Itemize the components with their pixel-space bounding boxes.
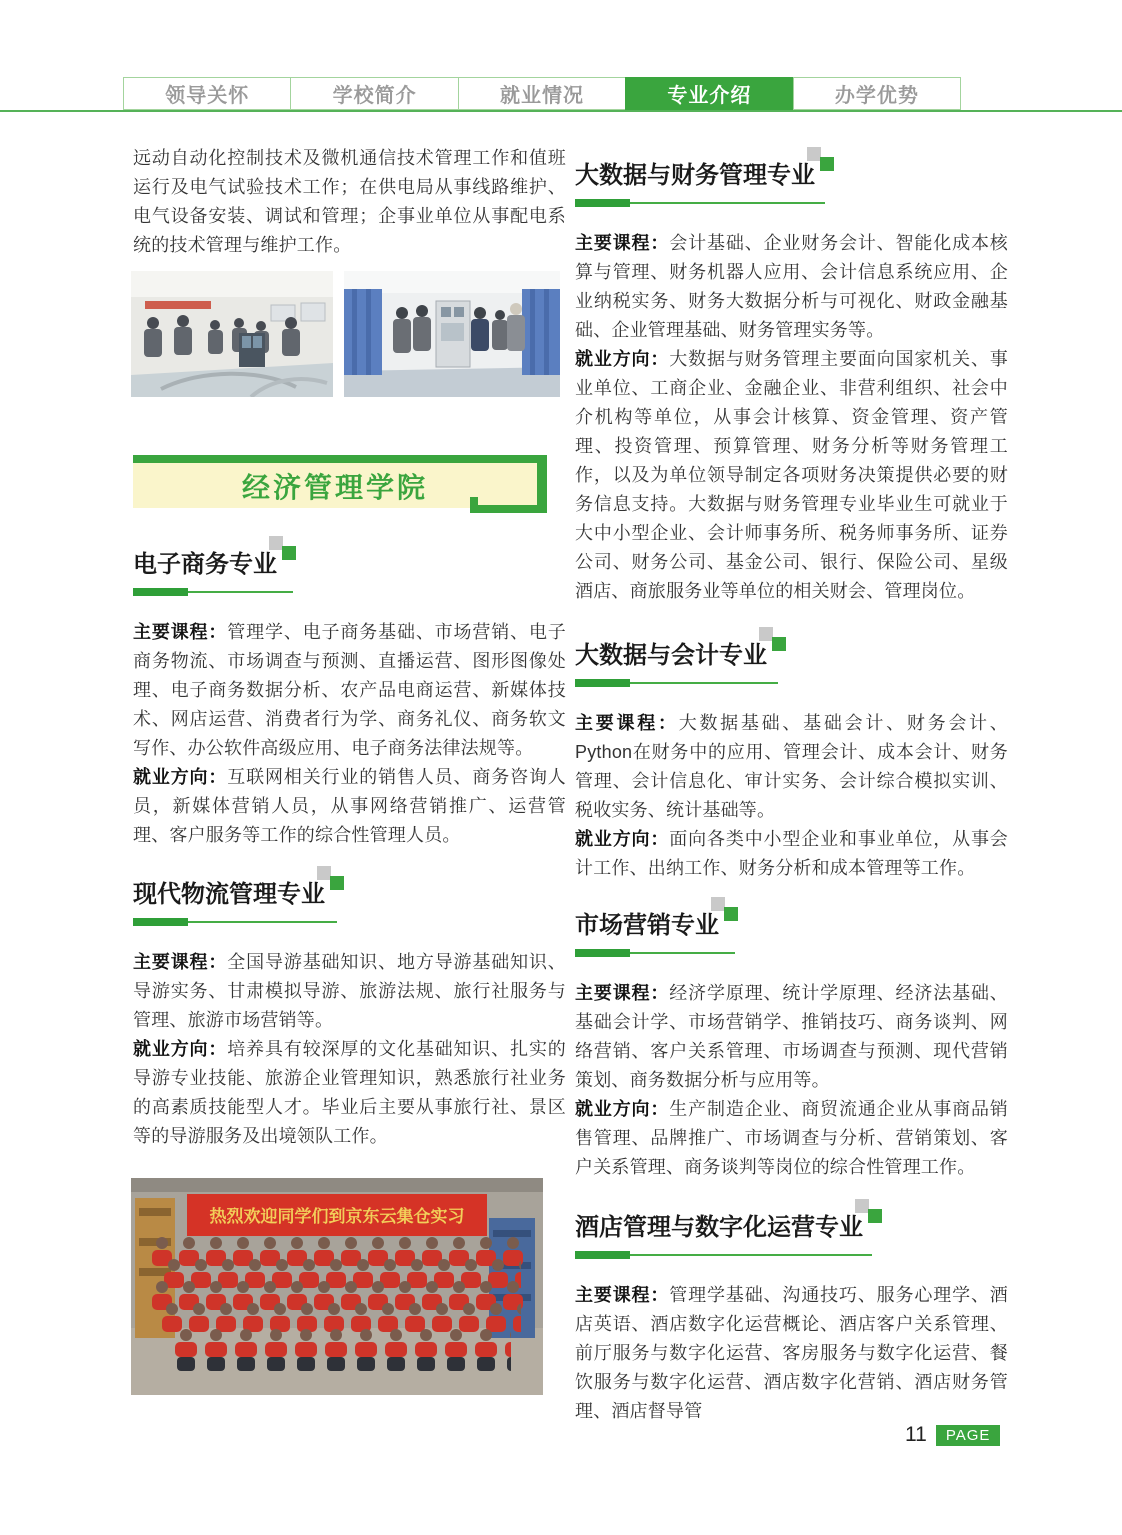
- jobs-label: 就业方向：: [575, 349, 670, 369]
- jobs-label: 就业方向：: [133, 1039, 228, 1059]
- square-deco-icon: [759, 627, 789, 657]
- intro-paragraph: 远动自动化控制技术及微机通信技术管理工作和值班运行及电气试验技术工作；在供电局从事线路维护、电气设备安装、调试和管理；企事业单位从事配电系统的技术管理与维护工作。: [133, 148, 566, 255]
- department-banner-title: 经济管理学院: [241, 471, 428, 503]
- title-underline: [133, 588, 293, 596]
- courses-text: 全国导游基础知识、地方导游基础知识、导游实务、甘肃模拟导游、旅游法规、旅行社服务与管理、旅游市场营销等。: [133, 952, 566, 1030]
- section-bigdata-accounting: [575, 641, 1008, 883]
- section-bigdata-finance: [575, 161, 1008, 606]
- group-photo-banner-text: 热烈欢迎同学们到京东云集仓实习: [209, 1207, 465, 1226]
- tab-school-intro[interactable]: 学校简介: [290, 77, 458, 110]
- title-underline: [575, 1251, 872, 1259]
- jobs-label: 就业方向：: [575, 1099, 670, 1119]
- courses-text: 管理学、电子商务基础、市场营销、电子商务物流、市场调查与预测、直播运营、图形图像处理、电子商务数据分析、农产品电商运营、新媒体技术、网店运营、消费者行为学、商务礼仪、商务软文写作、办公软件高级应用、电子商务法律法规等。: [133, 622, 566, 758]
- section-ecommerce: [133, 550, 566, 850]
- page-label-badge: PAGE: [936, 1425, 1001, 1446]
- square-deco-icon: [807, 147, 837, 177]
- group-photo: [131, 1178, 543, 1395]
- major-title: 现代物流管理专业: [133, 880, 566, 910]
- courses-label: 主要课程：: [575, 233, 670, 253]
- major-body: [575, 1281, 1008, 1426]
- title-underline: [133, 918, 337, 926]
- tab-employment[interactable]: 就业情况: [458, 77, 626, 110]
- section-marketing: [575, 911, 1008, 1182]
- jobs-label: 就业方向：: [133, 767, 228, 787]
- courses-label: 主要课程：: [575, 713, 679, 733]
- square-deco-icon: [317, 866, 347, 896]
- banner-top-bar: [133, 455, 547, 463]
- courses-label: 主要课程：: [133, 622, 228, 642]
- courses-text: 会计基础、企业财务会计、智能化成本核算与管理、财务机器人应用、会计信息系统应用、企业纳税实务、财务大数据分析与可视化、财政金融基础、企业管理基础、财务管理实务等。: [575, 233, 1008, 340]
- courses-text: 管理学基础、沟通技巧、服务心理学、酒店英语、酒店数字化运营概论、酒店客户关系管理、前厅服务与数字化运营、客房服务与数字化运营、餐饮服务与数字化运营、酒店数字化营销、酒店财务管理、酒店督导管: [575, 1285, 1008, 1421]
- title-underline: [575, 199, 825, 207]
- courses-label: 主要课程：: [575, 1285, 670, 1305]
- courses-text: 大数据基础、基础会计、财务会计、Python在财务中的应用、管理会计、成本会计、财务管理、会计信息化、审计实务、会计综合模拟实训、税收实务、统计基础等。: [575, 713, 1008, 820]
- major-body: [575, 709, 1008, 883]
- tab-majors-active[interactable]: 专业介绍: [625, 77, 793, 110]
- banner-bottom-segment: [470, 505, 547, 513]
- courses-text: 经济学原理、统计学原理、经济法基础、基础会计学、市场营销学、推销技巧、商务谈判、网络营销、客户关系管理、市场调查与预测、现代营销策划、商务数据分析与应用等。: [575, 983, 1008, 1090]
- jobs-text: 生产制造企业、商贸流通企业从事商品销售管理、品牌推广、市场调查与分析、营销策划、客户关系管理、商务谈判等岗位的综合性管理工作。: [575, 1099, 1008, 1177]
- major-body: [575, 979, 1008, 1182]
- workshop-photo-right: [344, 271, 560, 397]
- department-banner: [133, 455, 547, 513]
- courses-label: 主要课程：: [575, 983, 670, 1003]
- jobs-text: 培养具有较深厚的文化基础知识、扎实的导游专业技能、旅游企业管理知识，熟悉旅行社业务的高素质技能型人才。毕业后主要从事旅行社、景区等的导游服务及出境领队工作。: [133, 1039, 566, 1146]
- jobs-text: 面向各类中小型企业和事业单位，从事会计工作、出纳工作、财务分析和成本管理等工作。: [575, 829, 1008, 878]
- jobs-text: 互联网相关行业的销售人员、商务咨询人员，新媒体营销人员，从事网络营销推广、运营管理、客户服务等工作的综合性管理人员。: [133, 767, 566, 845]
- section-hotel-digital: [575, 1213, 1008, 1426]
- jobs-label: 就业方向：: [575, 829, 670, 849]
- major-title: 大数据与财务管理专业: [575, 161, 1008, 191]
- page-number: 11: [905, 1423, 927, 1446]
- nav-underline: [0, 110, 1122, 112]
- title-underline: [575, 679, 778, 687]
- jobs-text: 大数据与财务管理主要面向国家机关、事业单位、工商企业、金融企业、非营利组织、社会中介机构等单位，从事会计核算、资金管理、资产管理、投资管理、预算管理、财务分析等财务管理工作，以及为单位领导制定各项财务决策提供必要的财务信息支持。大数据与财务管理专业毕业生可就业于大中小型企业、会计师事务所、税务师事务所、证券公司、财务公司、基金公司、银行、保险公司、星级酒店、商旅服务业等单位的相关财会、管理岗位。: [575, 349, 1008, 601]
- courses-label: 主要课程：: [133, 952, 228, 972]
- major-title: 酒店管理与数字化运营专业: [575, 1213, 1008, 1243]
- major-title: 电子商务专业: [133, 550, 566, 580]
- banner-notch: [470, 497, 478, 513]
- title-underline: [575, 949, 735, 957]
- major-body: [575, 229, 1008, 606]
- major-title: 市场营销专业: [575, 911, 1008, 941]
- top-nav: [123, 77, 961, 110]
- tab-leadership[interactable]: 领导关怀: [123, 77, 291, 110]
- square-deco-icon: [711, 897, 741, 927]
- page-footer: [905, 1423, 1000, 1447]
- major-title: 大数据与会计专业: [575, 641, 1008, 671]
- tab-advantages[interactable]: 办学优势: [793, 77, 961, 110]
- major-body: [133, 618, 566, 850]
- square-deco-icon: [855, 1199, 885, 1229]
- section-logistics: [133, 880, 566, 1151]
- workshop-photo-left: [131, 271, 333, 397]
- major-body: [133, 948, 566, 1151]
- square-deco-icon: [269, 536, 299, 566]
